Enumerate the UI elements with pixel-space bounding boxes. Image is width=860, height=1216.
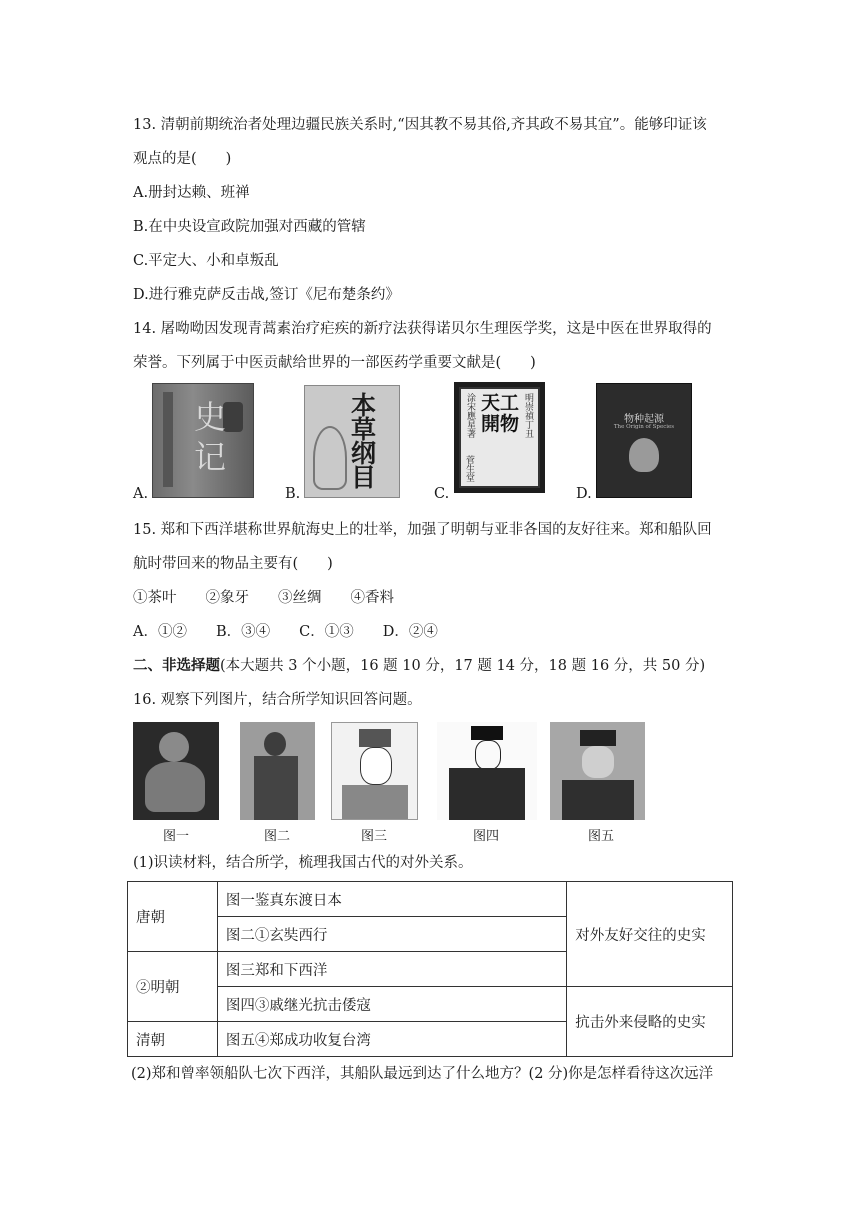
cell-category-resist: 抗击外来侵略的史实 <box>567 987 733 1057</box>
q15-options: A．①② B．③④ C．①③ D．②④ <box>133 624 438 640</box>
cell-category-friendly: 对外友好交往的史实 <box>567 882 733 987</box>
book-cover-bencao-gangmu <box>304 385 400 498</box>
book-d-title: 物种起源 <box>624 414 664 425</box>
section2-heading-title: 二、非选择题 <box>133 657 220 674</box>
q13-option-d: D.进行雅克萨反击战,签订《尼布楚条约》 <box>133 287 400 303</box>
darwin-portrait <box>629 438 659 472</box>
q14-label-c: C. <box>434 486 450 502</box>
q13-stem-line1: 13. 清朝前期统治者处理边疆民族关系时,“因其教不易其俗,齐其政不易其宜”。能够印证该 <box>133 117 707 133</box>
book-a-title: 史记 <box>189 400 227 480</box>
figure-4-qijiguang <box>437 722 537 820</box>
cell-dynasty-qing: 清朝 <box>128 1022 218 1057</box>
q16-part2: (2)郑和曾率领船队七次下西洋，其船队最远到达了什么地方？(2 分)你是怎样看待这次远洋 <box>131 1066 714 1082</box>
q16-part1: (1)识读材料，结合所学，梳理我国古代的对外关系。 <box>133 855 473 871</box>
figure-5-zhengchenggong <box>550 722 645 820</box>
figure-3-caption: 图三 <box>360 829 387 844</box>
cell-dynasty-tang: 唐朝 <box>128 882 218 952</box>
q14-stem-line1: 14. 屠呦呦因发现青蒿素治疗疟疾的新疗法获得诺贝尔生理医学奖，这是中医在世界取得的 <box>133 321 712 337</box>
book-d-sub: The Origin of Species <box>613 424 675 430</box>
figure-1-jianzhen-statue <box>133 722 219 820</box>
q15-stem-line2: 航时带回来的物品主要有( ) <box>133 556 333 572</box>
cell-row3: 图三郑和下西洋 <box>217 952 566 987</box>
book-cover-origin-of-species <box>596 383 692 498</box>
cell-row5: 图五④郑成功收复台湾 <box>217 1022 566 1057</box>
figure-3-zhenghe <box>331 722 418 820</box>
table-row <box>128 987 733 1022</box>
cell-dynasty-ming: ②明朝 <box>128 952 218 1022</box>
q14-label-a: A. <box>133 486 149 502</box>
foreign-relations-table <box>127 881 733 1057</box>
book-c-small: 菅生堂 <box>464 455 474 482</box>
q16-stem: 16. 观察下列图片，结合所学知识回答问题。 <box>133 692 422 708</box>
book-c-side-right: 明崇禎丁丑 <box>523 393 533 438</box>
book-cover-shiji <box>152 383 254 498</box>
figure-2-xuanzang <box>240 722 315 820</box>
q15-stem-line1: 15. 郑和下西洋堪称世界航海史上的壮举，加强了明朝与亚非各国的友好往来。郑和船队回 <box>133 522 712 538</box>
q13-option-c: C.平定大、小和卓叛乱 <box>133 253 279 269</box>
section2-heading-detail: (本大题共 3 个小题，16 题 10 分，17 题 14 分，18 题 16 分，共 50 分) <box>220 658 706 674</box>
q13-option-a: A.册封达赖、班禅 <box>133 185 250 201</box>
book-b-title: 本草纲目 <box>351 391 377 492</box>
cell-row1: 图一鉴真东渡日本 <box>217 882 566 917</box>
cell-row4: 图四③戚继光抗击倭寇 <box>217 987 566 1022</box>
q14-label-d: D. <box>576 486 592 502</box>
q13-stem-line2: 观点的是( ) <box>133 151 232 167</box>
q14-stem-line2: 荣誉。下列属于中医贡献给世界的一部医药学重要文献是( ) <box>133 355 536 371</box>
figure-5-caption: 图五 <box>587 829 614 844</box>
book-c-side-left: 涂宋應星著 <box>465 393 475 438</box>
q15-items: ①茶叶 ②象牙 ③丝绸 ④香料 <box>133 590 394 606</box>
cell-row2: 图二①玄奘西行 <box>217 917 566 952</box>
figure-4-caption: 图四 <box>472 829 499 844</box>
q13-option-b: B.在中央设宣政院加强对西藏的管辖 <box>133 219 366 235</box>
book-cover-tiangong-kaiwu <box>454 382 545 493</box>
book-c-title: 天工開物 <box>480 392 519 435</box>
figure-1-caption: 图一 <box>162 829 189 844</box>
table-row <box>128 882 733 917</box>
section2-heading <box>133 654 705 675</box>
q14-label-b: B. <box>285 486 301 502</box>
figure-2-caption: 图二 <box>263 829 290 844</box>
